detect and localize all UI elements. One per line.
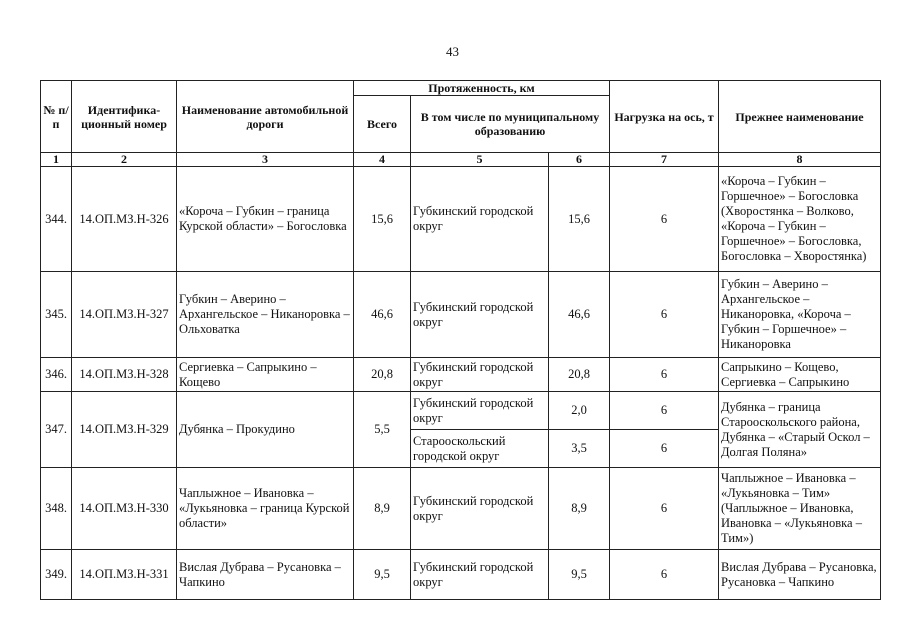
row-number: 345. xyxy=(41,272,72,358)
table-row xyxy=(41,358,881,392)
municipality-length: 15,6 xyxy=(549,167,610,272)
axle-load: 6 xyxy=(610,430,719,468)
road-id: 14.ОП.МЗ.Н-327 xyxy=(72,272,177,358)
column-number: 3 xyxy=(177,153,354,167)
axle-load: 6 xyxy=(610,550,719,600)
road-id: 14.ОП.МЗ.Н-329 xyxy=(72,392,177,468)
municipality: Губкинский городской округ xyxy=(411,468,549,550)
road-name: Сергиевка – Сапрыкино – Кощево xyxy=(177,358,354,392)
municipality-length: 3,5 xyxy=(549,430,610,468)
total-length: 9,5 xyxy=(354,550,411,600)
municipality: Губкинский городской округ xyxy=(411,272,549,358)
municipality-length: 20,8 xyxy=(549,358,610,392)
previous-name: «Короча – Губкин – Горшечное» – Богословка (Хворостянка – Волково, «Короча – Губкин – Горшечное» – Богословка, Богословка – Хворостянка) xyxy=(719,167,881,272)
column-number: 1 xyxy=(41,153,72,167)
column-number: 7 xyxy=(610,153,719,167)
total-length: 46,6 xyxy=(354,272,411,358)
total-length: 15,6 xyxy=(354,167,411,272)
page-number: 43 xyxy=(446,44,459,59)
column-number: 2 xyxy=(72,153,177,167)
column-numbers-row xyxy=(41,153,881,167)
column-number: 8 xyxy=(719,153,881,167)
roads-table xyxy=(40,80,881,600)
road-id: 14.ОП.МЗ.Н-326 xyxy=(72,167,177,272)
road-id: 14.ОП.МЗ.Н-330 xyxy=(72,468,177,550)
column-number: 4 xyxy=(354,153,411,167)
previous-name: Вислая Дубрава – Русановка, Русановка – Чапкино xyxy=(719,550,881,600)
road-id: 14.ОП.МЗ.Н-331 xyxy=(72,550,177,600)
row-number: 349. xyxy=(41,550,72,600)
table-row xyxy=(41,272,881,358)
previous-name: Сапрыкино – Кощево, Сергиевка – Сапрыкино xyxy=(719,358,881,392)
road-name: Губкин – Аверино – Архангельское – Никаноровка – Ольховатка xyxy=(177,272,354,358)
municipality-length: 2,0 xyxy=(549,392,610,430)
row-number: 346. xyxy=(41,358,72,392)
road-name: «Короча – Губкин – граница Курской области» – Богословка xyxy=(177,167,354,272)
table-row xyxy=(41,392,881,430)
column-number: 5 xyxy=(411,153,549,167)
municipality-length: 9,5 xyxy=(549,550,610,600)
header-incl: В том числе по муниципальному образованию xyxy=(411,96,610,153)
table-row xyxy=(41,468,881,550)
header-length: Протяженность, км xyxy=(354,81,610,96)
road-id: 14.ОП.МЗ.Н-328 xyxy=(72,358,177,392)
row-number: 344. xyxy=(41,167,72,272)
municipality: Губкинский городской округ xyxy=(411,392,549,430)
axle-load: 6 xyxy=(610,167,719,272)
road-name: Чаплыжное – Ивановка – «Лукьяновка – граница Курской области» xyxy=(177,468,354,550)
road-name: Вислая Дубрава – Русановка – Чапкино xyxy=(177,550,354,600)
header-load: Нагрузка на ось, т xyxy=(610,81,719,153)
municipality: Губкинский городской округ xyxy=(411,550,549,600)
municipality-length: 8,9 xyxy=(549,468,610,550)
table-row xyxy=(41,550,881,600)
previous-name: Чаплыжное – Ивановка – «Лукьяновка – Тим» (Чаплыжное – Ивановка, Ивановка – «Лукьяновка – Тим») xyxy=(719,468,881,550)
table-row xyxy=(41,167,881,272)
municipality: Губкинский городской округ xyxy=(411,167,549,272)
header-num: № п/п xyxy=(41,81,72,153)
axle-load: 6 xyxy=(610,392,719,430)
axle-load: 6 xyxy=(610,358,719,392)
header-id: Идентифика-ционный номер xyxy=(72,81,177,153)
previous-name: Дубянка – граница Старооскольского района, Дубянка – «Старый Оскол – Долгая Поляна» xyxy=(719,392,881,468)
row-number: 348. xyxy=(41,468,72,550)
axle-load: 6 xyxy=(610,468,719,550)
previous-name: Губкин – Аверино – Архангельское – Никаноровка, «Короча – Губкин – Горшечное» – Никаноровка xyxy=(719,272,881,358)
total-length: 20,8 xyxy=(354,358,411,392)
row-number: 347. xyxy=(41,392,72,468)
axle-load: 6 xyxy=(610,272,719,358)
road-name: Дубянка – Прокудино xyxy=(177,392,354,468)
total-length: 8,9 xyxy=(354,468,411,550)
column-number: 6 xyxy=(549,153,610,167)
header-name: Наименование автомобильной дороги xyxy=(177,81,354,153)
total-length: 5,5 xyxy=(354,392,411,468)
header-prev-name: Прежнее наименование xyxy=(719,81,881,153)
header-total: Всего xyxy=(354,96,411,153)
municipality: Старооскольский городской округ xyxy=(411,430,549,468)
municipality: Губкинский городской округ xyxy=(411,358,549,392)
municipality-length: 46,6 xyxy=(549,272,610,358)
